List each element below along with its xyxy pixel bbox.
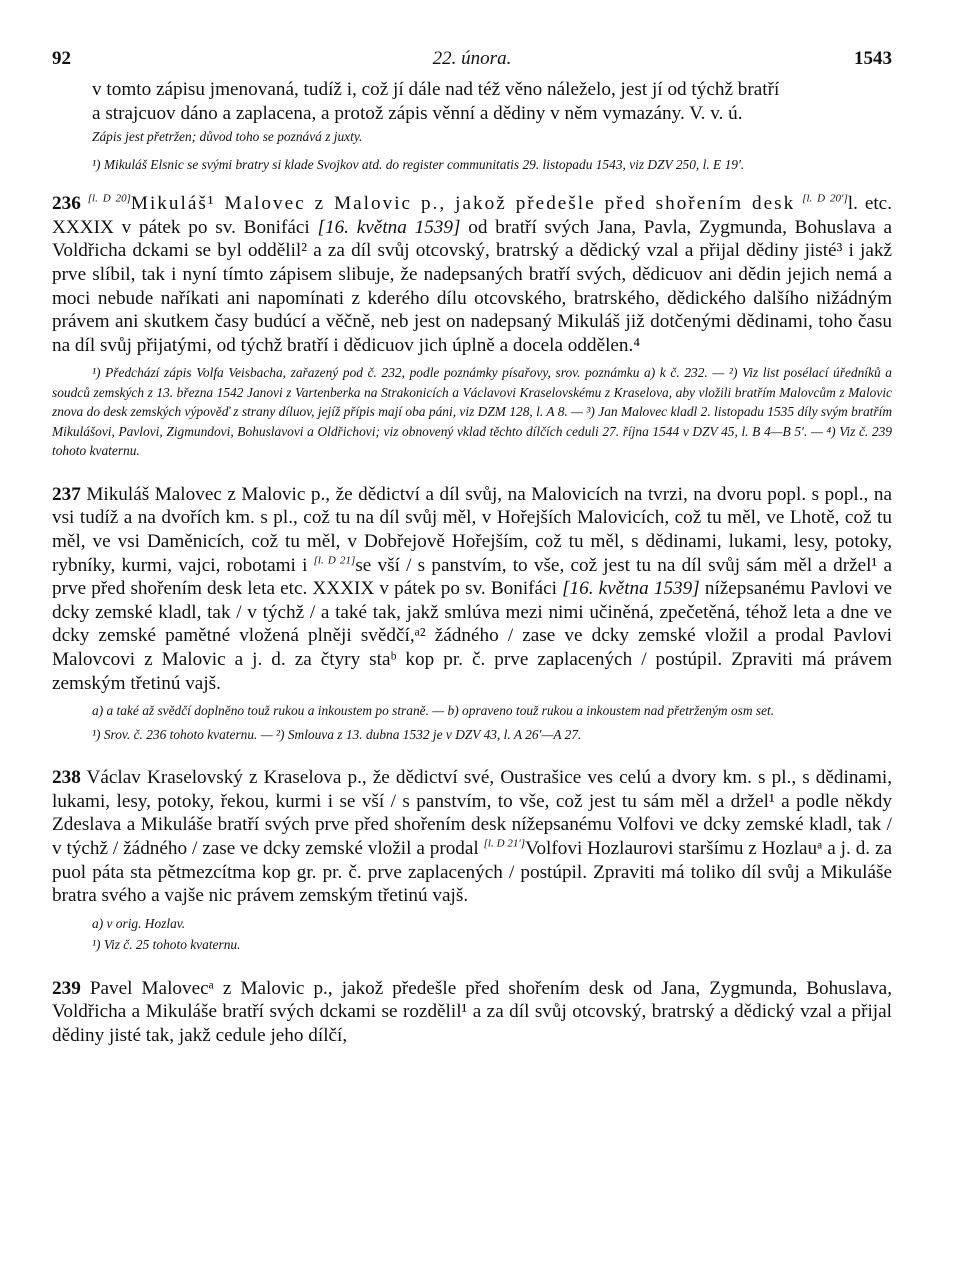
entry-text: nížepsanému Pavlovi ve dcky zemské kladl, tak / v týchž / a také tak, jakž smlúva mezi nimi učiněná, zpečetěná, téhož leta a dne ve dcky zemské pamětné vložená plněji svědčí,ᵃ² žádného / zase ve dcky zemské vložil a prodal Pavlovi Malovcovi z Malovic a j. d. za čtyry staᵇ kop pr. č. prve zaplacených / postúpil. Zpraviti má právem zemským třetinú vajš.: [52, 578, 893, 694]
entry-notes: a) v orig. Hozlav.: [92, 915, 186, 931]
year-label: 1543: [854, 48, 892, 69]
entry-number: 238: [52, 767, 81, 789]
entry-237: [52, 483, 892, 744]
continuation-line-1: v tomto zápisu jmenovaná, tudíž i, což jí dále nad též věno náleželo, jest jí od týchž bratří: [92, 79, 780, 100]
folio-ref: [l. D 21′]: [483, 837, 526, 850]
entry-text: Mikuláš¹ Malovec z Malovic p., jakož předešle před shořením desk: [130, 193, 796, 215]
entry-footnotes: ¹) Srov. č. 236 tohoto kvaternu. — ²) Smlouva z 13. dubna 1532 je v DZV 43, l. A 26′—A 27.: [92, 726, 582, 742]
page-header: [52, 48, 892, 78]
folio-ref: [l. D 20′]: [802, 192, 848, 205]
entry-239: [52, 977, 892, 1048]
document-page: [52, 48, 892, 1048]
entry-236: [52, 192, 892, 461]
entry-number: 239: [52, 977, 81, 999]
entry-footnotes: ¹) Předchází zápis Volfa Veisbacha, zařazený pod č. 232, podle poznámky písařovy, srov. poznámku a) k č. 232. — ²) Viz list posélací úředníků a soudců zemských z 13. března 1542 Janovi z Vartenberka na Strakonicích a Václavovi Kraselovskému z Kraselova, aby vložili bratřím Malovcům z Malovic znova do desk zemských výpověď z strany díluov, jejíž přípis mají oba páni, viz DZM 128, l. A 8. — ³) Jan Malovec kladl 2. listopadu 1535 díly svým bratřím Mikulášovi, Pavlovi, Zigmundovi, Bohuslavovi a Oldřichovi; viz obnovený vklad těchto dílčích ceduli 27. října 1544 v DZV 45, l. B 4—B 5′. — ⁴) Viz č. 239 tohoto kvaternu.: [52, 365, 892, 459]
entry-text: Mikuláš Malovec z Malovic p., že dědictví a díl svůj, na Malovicích na tvrzi, na dvoru popl. s popl., na vsi tudíž a na dvořích km. s pl., což tu na díl svůj měl, v Hořejších Malovicích, což tu měl, ve Lhotě, což tu měl, ve vsi Daměnicích, což tu měl, v Dobřejově Hořejším, což tu měl, s dědinami, lukami, lesy, potoky, rybníky, kurmi, vajci, robotami i: [52, 483, 892, 576]
entry-number: 236: [52, 193, 81, 215]
continuation-line-2: a strajcuov dáno a zaplacena, a protož zápis věnní a dědiny v něm vymazány. V. v. ú.: [92, 102, 743, 124]
folio-ref: [l. D 21]: [313, 554, 356, 567]
continuation-footnote: ¹) Mikuláš Elsnic se svými bratry si klade Svojkov atd. do register communitatis 29. listopadu 1543, viz DZV 250, l. E 19′.: [92, 156, 745, 172]
entry-notes: a) a také až svědčí doplněno touž rukou a inkoustem po straně. — b) opraveno touž rukou a inkoustem nad přetrženým osm set.: [92, 703, 775, 719]
entry-text: Václav Kraselovský z Kraselova p., že dědictví své, Oustrašice ves celú a dvory km. s pl., s dědinami, lukami, lesy, potoky, řekou, kurmi i se vší / s panstvím, to vše, což jest tu sám měl a držel¹ a podle někdy Zdeslava a Mikuláše bratří svých prve před shořením desk nížepsanému Volfovi ve dcky zemské kladl, tak / v týchž / žádného / zase ve dcky zemské vložil a prodal: [52, 767, 892, 859]
folio-ref: [l. D 20]: [87, 192, 131, 205]
entry-text: se vší / s panstvím, to vše, což jest tu na díl svůj sám měl a držel¹ a prve před shořením desk leta etc. XXXIX v pátek po sv. Bonifáci: [52, 554, 892, 600]
date-ref: [16. května 1539]: [317, 216, 461, 238]
entry-text: Volfovi Hozlaurovi staršímu z Hozlauᵃ a j. d. za puol páta sta pětmezcítma kop gr. pr. č. prve zaplacených / postúpil. Zpraviti má toliko díl svůj a Mikuláše bratra svého a vajše nic právem zemským třetinú vajš.: [52, 837, 893, 907]
continuation-note: Zápis jest přetržen; důvod toho se poznává z juxty.: [92, 129, 363, 145]
continuation-block: [52, 78, 892, 174]
entry-number: 237: [52, 483, 81, 505]
entry-text: Pavel Malovecᵃ z Malovic p., jakož předešle před shořením desk od Jana, Zygmunda, Bohuslava, Voldřicha a Mikuláše bratří svých dckami se rozdělil¹ a za díl svůj otcovský, bratrský a dědický vzal a přijal dědiny jisté tak, jakž cedule jeho dílčí,: [52, 977, 892, 1046]
entry-footnotes: ¹) Viz č. 25 tohoto kvaternu.: [92, 937, 241, 953]
running-head: 22. února.: [432, 48, 512, 69]
date-ref: [16. května 1539]: [562, 578, 700, 600]
entry-text: l. etc. XXXIX v pátek po sv. Bonifáci: [52, 193, 892, 238]
entry-text: od bratří svých Jana, Pavla, Zygmunda, Bohuslava a Voldřicha dckami se byl oddělil² a za díl svůj otcovský, bratrský a dědický vzal a přijal dědiny jisté³ i jakž prve slíbil, tak i nyní tímto zápisem slibuje, že nadepsaných bratří svých, dědicuov ani dědin jejich nemá a moci nebude naříkati ani napomínati z kderého dílu otcovského, bratrského, dědického dalšího nižádným právem ani skutkem časy budúcí a věčně, neb jest on nadepsaný Mikuláš již dotčenými dědinami, toho času na díl svůj přijatými, od týchž bratří i dědicuov jich úplně a docela oddělen.⁴: [52, 216, 892, 356]
page-number: 92: [52, 48, 71, 69]
entry-238: [52, 766, 892, 955]
